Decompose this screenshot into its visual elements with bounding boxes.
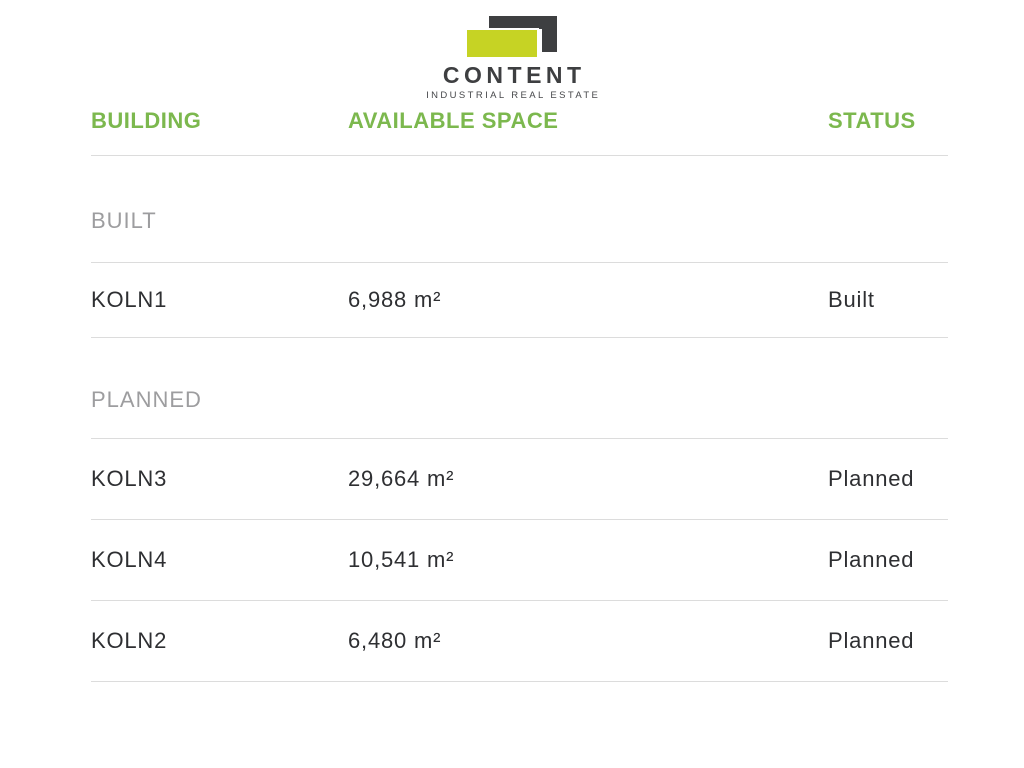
table-row-koln1[interactable] bbox=[91, 263, 948, 338]
table-row-koln2[interactable] bbox=[91, 601, 948, 682]
cell-available-space: 6,988 m² bbox=[348, 287, 442, 312]
logo-wordmark: CONTENT bbox=[442, 62, 586, 88]
cell-status: Planned bbox=[828, 547, 915, 572]
cell-status: Built bbox=[828, 287, 875, 312]
cell-building: KOLN2 bbox=[91, 628, 168, 653]
column-header-status: STATUS bbox=[828, 108, 916, 133]
buildings-table bbox=[91, 102, 948, 682]
table-row-koln4[interactable] bbox=[91, 520, 948, 601]
section-header-built bbox=[91, 156, 948, 263]
cell-status: Planned bbox=[828, 628, 915, 653]
table-row-koln3[interactable] bbox=[91, 439, 948, 520]
cell-building: KOLN3 bbox=[91, 466, 168, 491]
cell-building: KOLN4 bbox=[91, 547, 168, 572]
logo-tagline: INDUSTRIAL REAL ESTATE bbox=[426, 90, 601, 101]
table-header-row bbox=[91, 102, 948, 156]
logo-dark-side-icon bbox=[542, 16, 557, 52]
content-logo-icon bbox=[467, 16, 557, 57]
cell-available-space: 6,480 m² bbox=[348, 628, 442, 653]
column-header-building: BUILDING bbox=[91, 108, 202, 133]
section-header-planned bbox=[91, 338, 948, 439]
content-logo bbox=[0, 0, 1024, 102]
section-label: PLANNED bbox=[91, 387, 202, 412]
section-label: BUILT bbox=[91, 208, 157, 233]
cell-status: Planned bbox=[828, 466, 915, 491]
logo-lime-block-icon bbox=[467, 28, 539, 57]
column-header-available-space: AVAILABLE SPACE bbox=[348, 108, 559, 133]
cell-available-space: 10,541 m² bbox=[348, 547, 455, 572]
cell-building: KOLN1 bbox=[91, 287, 168, 312]
cell-available-space: 29,664 m² bbox=[348, 466, 455, 491]
